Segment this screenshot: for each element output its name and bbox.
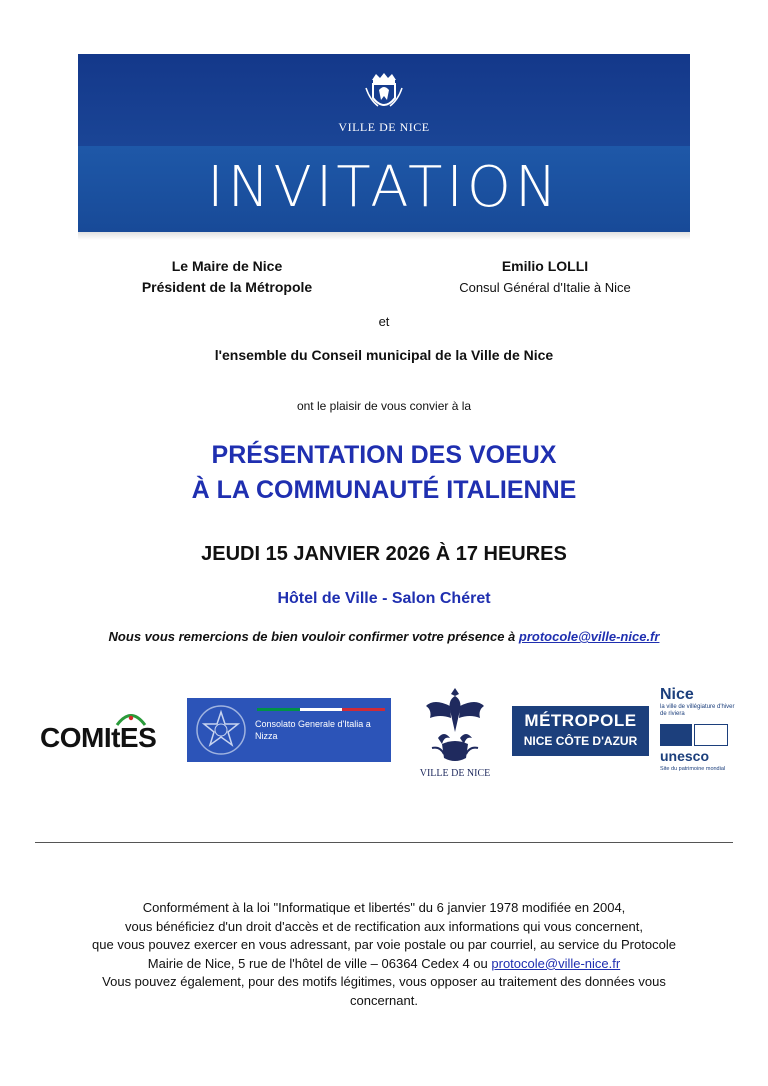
rsvp-email-link[interactable]: protocole@ville-nice.fr — [518, 629, 660, 644]
unesco-logo — [660, 686, 740, 782]
divider — [35, 842, 733, 843]
consolato-text: Consolato Generale d'Italia a Nizza — [255, 719, 371, 741]
legal-line: Vous pouvez également, pour des motifs légitimes, vous opposer au traitement des données vous — [102, 974, 666, 990]
event-venue: Hôtel de Ville - Salon Chéret — [277, 590, 491, 607]
legal-line — [40, 955, 728, 974]
event-title-line1: PRÉSENTATION DES VOEUX — [211, 441, 557, 469]
ville-de-nice-label: VILLE DE NICE — [419, 768, 491, 779]
ville-de-nice-logo — [410, 684, 500, 782]
unesco-site: Site du patrimoine mondial — [660, 766, 726, 772]
event-title-line2: À LA COMMUNAUTÉ ITALIENNE — [191, 476, 577, 504]
italy-emblem-icon — [193, 702, 249, 758]
unesco-emblem-icon — [660, 724, 728, 746]
metropole-line2: NICE CÔTE D'AZUR — [523, 734, 638, 748]
rsvp-text: Nous vous remercions de bien vouloir confirmer votre présence à — [108, 629, 519, 644]
legal-email-link[interactable]: protocole@ville-nice.fr — [491, 955, 621, 971]
legal-line: concernant. — [350, 992, 418, 1008]
nice-crest-icon — [362, 70, 406, 114]
rsvp-line — [0, 629, 768, 644]
unesco-tagline: la ville de villégiature d'hiver de riviera — [660, 704, 735, 717]
consul-role: Consul Général d'Italie à Nice — [459, 280, 631, 295]
banner-shadow — [78, 232, 690, 240]
host-mayor — [92, 256, 362, 298]
council-text: l'ensemble du Conseil municipal de la Ville de Nice — [214, 347, 554, 363]
metropole-logo — [512, 706, 649, 756]
mayor-subtitle: Président de la Métropole — [141, 279, 313, 295]
comites-logo — [40, 710, 176, 762]
eagle-emblem-icon — [420, 684, 490, 766]
invite-line: ont le plaisir de vous convier à la — [296, 399, 472, 413]
legal-line: vous bénéficiez d'un droit d'accès et de rectification aux informations qui vous concernent, — [124, 918, 644, 934]
unesco-name: unesco — [660, 748, 710, 764]
metropole-line1: MÉTROPOLE — [524, 711, 637, 730]
legal-address: Mairie de Nice, 5 rue de l'hôtel de ville – 06364 Cedex 4 ou — [147, 955, 492, 971]
legal-notice — [40, 899, 728, 1011]
banner-city-name: VILLE DE NICE — [338, 120, 430, 134]
and-text: et — [378, 314, 390, 329]
legal-line: que vous pouvez exercer en vous adressant, par voie postale ou par courriel, au service du Protocole — [92, 937, 676, 953]
legal-line: Conformément à la loi "Informatique et libertés" du 6 janvier 1978 modifiée en 2004, — [142, 900, 626, 915]
invitation-title: INVITATION — [207, 155, 561, 220]
event-title — [0, 438, 768, 508]
host-consul — [410, 256, 680, 298]
comites-text: COMItES — [40, 722, 157, 753]
italian-flag-stripe — [257, 708, 385, 711]
unesco-city: Nice — [660, 686, 694, 703]
consul-name: Emilio LOLLI — [501, 258, 589, 274]
event-date: JEUDI 15 JANVIER 2026 À 17 HEURES — [201, 543, 567, 565]
consolato-logo — [187, 698, 391, 762]
mayor-title: Le Maire de Nice — [171, 258, 283, 274]
